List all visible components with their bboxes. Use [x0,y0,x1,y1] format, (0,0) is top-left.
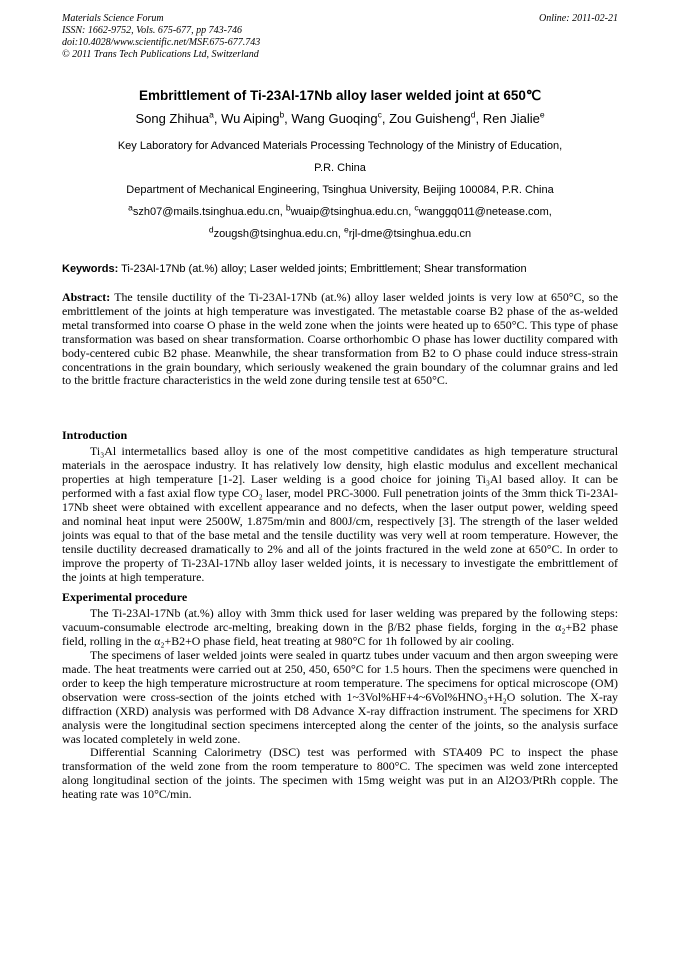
author-list [62,111,618,127]
abstract-paragraph [62,291,618,388]
keywords-text: Ti-23Al-17Nb (at.%) alloy; Laser welded joints; Embrittlement; Shear transformation [118,263,527,275]
section-heading-introduction: Introduction [62,428,128,443]
experimental-paragraph: Differential Scanning Calorimetry (DSC) test was performed with STA409 PC to inspect the phase transformation of the weld zone from the room temperature to 800°C. The specimen was weld zone intercepted along longitudinal section of the joints. The specimen with 15mg weight was put in an Al2O3/PtRh copple. The heating rate was 10°C/min. [62,745,618,802]
author-superscript: b [279,109,285,120]
author-superscript: d [470,109,476,120]
abstract-label: Abstract: [62,290,111,304]
experimental-paragraph: The Ti-23Al-17Nb (at.%) alloy with 3mm thick used for laser welding was prepared by the following steps: vacuum-consumable electrode arc-melting, breaking down in the β/B2 phase fields, forging in the α₂+B2 phase field, rolling in the α₂+B2+O phase field, heat treating at 980°C for 1h followed by air cooling. [62,606,618,649]
affiliation-line: Key Laboratory for Advanced Materials Processing Technology of the Ministry of Education, [117,140,563,152]
journal-info-block [62,13,260,61]
author-email: wuaip@tsinghua.edu.cn, [290,206,415,218]
experimental-paragraph: The specimens of laser welded joints were sealed in quartz tubes under vacuum and then argon sweeping were made. The heat treatments were carried out at 250, 450, 650°C for 1.5 hours. Then the specimens were quenched in order to keep the high temperature microstructure at room temperature. The specimens for optical microscope (OM) observation were cross-section of the joints etched with 1~3Vol%HF+4~6Vol%HNO₃+H₂O solution. The X-ray diffraction (XRD) analysis was performed with D8 Advance X-ray diffraction instrument. The specimens for XRD analysis were the longitudinal section specimens intercepted along the center of the joints, so the analysis surface was located completely in weld zone. [62,648,618,746]
keywords-label: Keywords: [62,263,119,275]
journal-issn-line: ISSN: 1662-9752, Vols. 675-677, pp 743-746 [62,25,242,36]
author-email: wanggq011@netease.com, [418,206,552,218]
author-email: rjl-dme@tsinghua.edu.cn [348,228,472,240]
introduction-paragraph: Ti₃Al intermetallics based alloy is one of the most competitive candidates as high temperature structural materials in the aerospace industry. It has relatively low density, high elastic modulus and excellent mechanical properties at high temperature [1-2]. Laser welding is a good choice for joining Ti₃Al based alloy. It can be performed with a fast axial flow type CO₂ laser, model PRC-3000. Full penetration joints of the 3mm thick Ti-23Al-17Nb sheet were obtained with excellent appearance and no defects, when the laser output power, welding speed and nominal heat input were 2500W, 1.875m/min and 800J/cm, respectively [3]. The strength of the laser welded joints was equal to that of the base metal and the tensile ductility was very well at room temperature. However, the tensile ductility decreased dramatically to 2% and all of the joints fractured in the weld zone at 650°C. In order to improve the property of Ti-23Al-17Nb alloy laser welded joints, it is necessary to investigate the embrittlement of the joints at high temperature. [62,444,618,584]
author-name: , Wang Guoqing [284,111,378,126]
email-superscript: b [285,202,291,213]
email-line [62,224,618,241]
email-line [62,202,618,219]
author-name: , Wu Aiping [213,111,280,126]
author-superscript: e [539,109,545,120]
section-heading-experimental-procedure: Experimental procedure [62,590,188,605]
paper-title: Embrittlement of Ti-23Al-17Nb alloy laser welded joint at 650℃ [138,88,541,103]
author-email: szh07@mails.tsinghua.edu.cn, [132,206,286,218]
journal-copyright-line: © 2011 Trans Tech Publications Ltd, Switzerland [62,49,259,60]
abstract-text: The tensile ductility of the Ti-23Al-17Nb (at.%) alloy laser welded joints is very low at 650°C, so the embrittlement of the joints at high temperature was investigated. The metastable coarse B2 phase of the as-welded metal transformed into coarse O phase in the weld zone when the joints were heated up to 650°C. This type of phase transformation was based on shear transformation. Coarse orthorhombic O phase has lower ductility compared with body-centered cubic B2 phase. Meanwhile, the shear transformation from B2 to O phase could induce stress-strain concentrations in the grain boundary, which seriously weakened the grain boundary of the columnar grains and led to the brittle fracture characteristics in the weld zone during tensile test at 650°C. [62,290,618,388]
email-superscript: c [414,202,419,213]
author-superscript: a [209,109,214,120]
journal-header [62,13,618,61]
author-superscript: c [377,109,382,120]
author-name: Song Zhihua [135,111,210,126]
affiliation-line: P.R. China [314,162,366,174]
online-date: Online: 2011-02-21 [539,13,618,24]
email-superscript: e [343,224,349,235]
email-superscript: d [208,224,214,235]
author-email: zougsh@tsinghua.edu.cn, [213,228,344,240]
email-superscript: a [128,202,133,213]
affiliation-block [62,140,618,241]
keywords-line [62,262,618,276]
affiliation-line: Department of Mechanical Engineering, Tsinghua University, Beijing 100084, P.R. China [126,184,554,196]
author-name: , Ren Jialie [475,111,540,126]
journal-title: Materials Science Forum [62,13,164,24]
author-name: , Zou Guisheng [381,111,471,126]
journal-doi-line: doi:10.4028/www.scientific.net/MSF.675-677.743 [62,37,261,48]
